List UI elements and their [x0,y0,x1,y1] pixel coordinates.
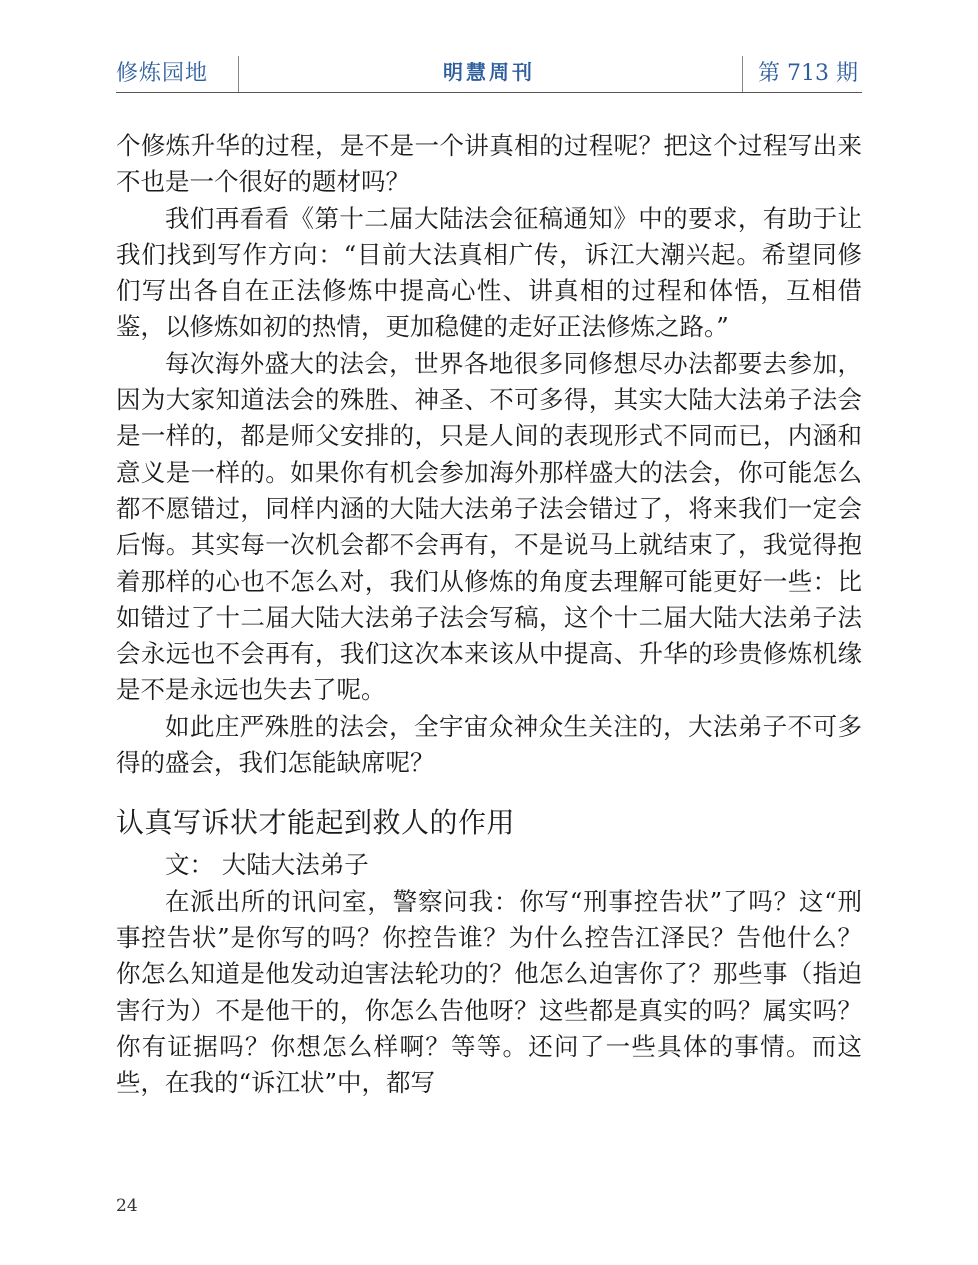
issue-number: 第 713 期 [758,61,858,86]
page-header [116,50,862,93]
article-author: 文： 大陆大法弟子 [165,850,369,880]
header-divider-right [742,56,743,92]
paragraph: 我们再看看《第十二届大陆法会征稿通知》中的要求，有助于让我们找到写作方向：“目前大法真相广传，诉江大潮兴起。希望同修们写出各自在正法修炼中提高心性、讲真相的过程和体悟，互相借鉴，以修炼如初的热情，更加稳健的走好正法修炼之路。” [116,203,862,342]
paragraph-continued: 个修炼升华的过程，是不是一个讲真相的过程呢？把这个过程写出来不也是一个很好的题材吗？ [116,131,862,197]
publication-title: 明慧周刊 [443,60,535,84]
article-heading: 认真写诉状才能起到救人的作用 [116,806,516,840]
paragraph: 在派出所的讯问室，警察问我：你写“刑事控告状”了吗？这“刑事控告状”是你写的吗？你控告谁？为什么控告江泽民？告他什么？你怎么知道是他发动迫害法轮功的？他怎么迫害你了？那些事（指迫害行为）不是他干的，你怎么告他呀？这些都是真实的吗？属实吗？你有证据吗？你想怎么样啊？等等。还问了一些具体的事情。而这些，在我的“诉江状”中，都写 [116,886,862,1098]
paragraph: 如此庄严殊胜的法会，全宇宙众神众生关注的，大法弟子不可多得的盛会，我们怎能缺席呢？ [116,711,862,778]
page-body [116,128,862,1101]
section-name: 修炼园地 [116,61,209,86]
paragraph: 每次海外盛大的法会，世界各地很多同修想尽办法都要去参加，因为大家知道法会的殊胜、神圣、不可多得，其实大陆大法弟子法会是一样的，都是师父安排的，只是人间的表现形式不同而已，内涵和意义是一样的。如果你有机会参加海外那样盛大的法会，你可能怎么都不愿错过，同样内涵的大陆大法弟子法会错过了，将来我们一定会后悔。其实每一次机会都不会再有，不是说马上就结束了，我觉得抱着那样的心也不怎么对，我们从修炼的角度去理解可能更好一些：比如错过了十二届大陆大法弟子法会写稿，这个十二届大陆大法弟子法会永远也不会再有，我们这次本来该从中提高、升华的珍贵修炼机缘是不是永远也失去了呢。 [116,348,862,705]
page-number: 24 [116,1196,138,1216]
